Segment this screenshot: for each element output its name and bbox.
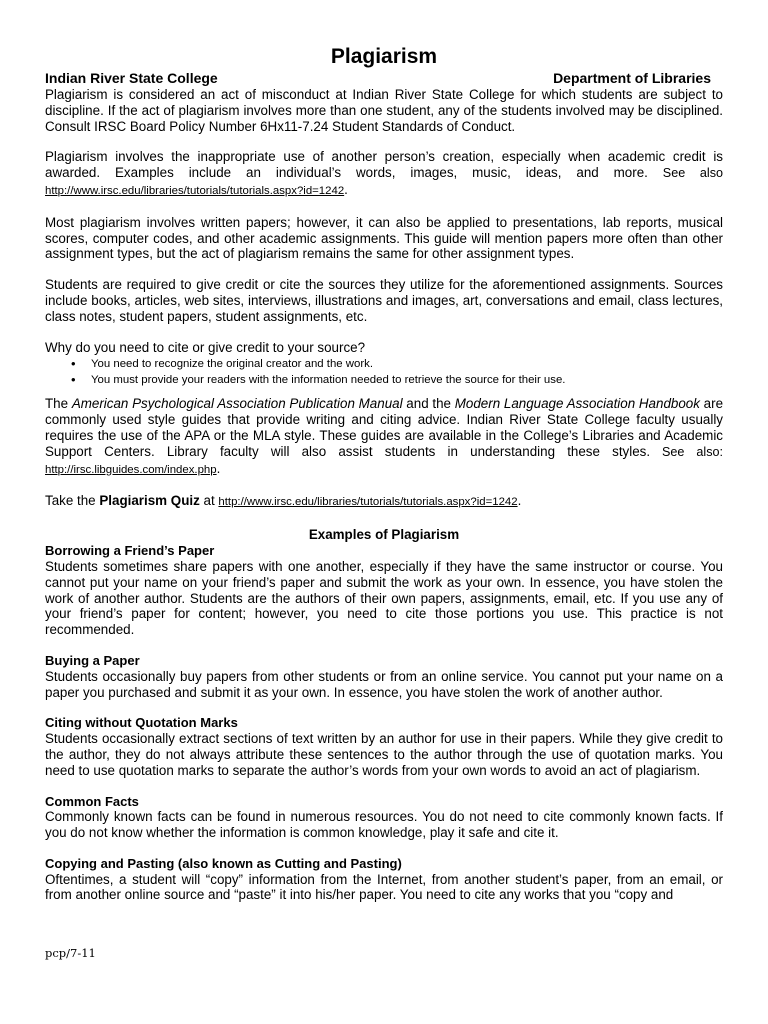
- example-text: Students occasionally extract sections of text written by an author for use in their papers. While they give credit to the author, they do not always attribute these sentences to the author through the use of quotation marks. You need to use quotation marks to separate the author’s words from your own words to avoid an act of plagiarism.: [45, 731, 723, 778]
- tutorial-link[interactable]: http://www.irsc.edu/libraries/tutorials/tutorials.aspx?id=1242: [45, 184, 345, 197]
- see-also-label: See also: [662, 166, 723, 181]
- quiz-link[interactable]: http://www.irsc.edu/libraries/tutorials/tutorials.aspx?id=1242: [218, 496, 518, 509]
- header-row: [45, 70, 723, 87]
- example-heading: Copying and Pasting (also known as Cutting and Pasting): [45, 855, 402, 871]
- quiz-line: [45, 493, 723, 511]
- example-borrowing: [45, 543, 723, 638]
- text-span: at: [199, 493, 219, 509]
- paragraph-style-guides: [45, 396, 723, 478]
- example-heading: Citing without Quotation Marks: [45, 715, 238, 731]
- example-common-facts: [45, 794, 723, 841]
- list-item: • You need to recognize the original creator and the work.: [91, 356, 723, 372]
- document-page: [45, 44, 723, 903]
- footer-code: pcp/7-11: [45, 946, 96, 960]
- paragraph-definition: [45, 149, 723, 199]
- list-item: • You must provide your readers with the information needed to retrieve the source for their use.: [91, 372, 723, 388]
- page-title: Plagiarism: [330, 45, 438, 68]
- period: .: [344, 181, 348, 197]
- example-heading: Borrowing a Friend’s Paper: [45, 543, 215, 559]
- college-name: Indian River State College: [45, 70, 218, 86]
- example-heading: Common Facts: [45, 793, 139, 809]
- paragraph-written-papers: Most plagiarism involves written papers; however, it can also be applied to presentations, lab reports, musical scores, computer codes, and other academic assignments. This guide will mention papers more often than other assignment types, but the act of plagiarism remains the same for other assignment types.: [45, 214, 723, 262]
- example-heading: Buying a Paper: [45, 652, 140, 668]
- example-quotation: [45, 715, 723, 778]
- text-span: and the: [402, 396, 455, 412]
- examples-heading: Examples of Plagiarism: [308, 527, 460, 543]
- why-cite-list: [45, 356, 723, 388]
- libguides-link[interactable]: http://irsc.libguides.com/index.php: [45, 463, 217, 476]
- example-text: Students sometimes share papers with one another, especially if they have the same instructor or course. You cannot put your name on your friend’s paper and submit the work as your own. In essence, you have stolen the work of another author. Students are the authors of their own papers, assignments, email, etc. If you use any of your friend’s paper for content; however, you need to cite those portions you use. This practice is not recommended.: [45, 558, 723, 638]
- text-span: Take the: [45, 493, 100, 509]
- example-buying: [45, 653, 723, 700]
- paragraph-sources: Students are required to give credit or cite the sources they utilize for the aforementioned assignments. Sources include books, articles, web sites, interviews, illustrations and images, art, conversations and email, class lectures, class notes, student papers, student assignments, etc.: [45, 277, 723, 324]
- see-also-label: See also:: [650, 444, 723, 459]
- text-span: The: [45, 396, 72, 412]
- example-text: Students occasionally buy papers from other students or from an online service. You cannot put your name on a paper you purchased and submit it as your own. In essence, you have stolen the work of another author.: [45, 668, 723, 700]
- example-text: Oftentimes, a student will “copy” information from the Internet, from another student’s paper, from an email, or from another online source and “paste” it into his/her paper. You need to cite any works that you “copy and: [45, 871, 723, 903]
- why-cite-question: Why do you need to cite or give credit to your source?: [45, 339, 366, 355]
- apa-manual-title: American Psychological Association Publication Manual: [71, 396, 403, 412]
- definition-text: Plagiarism involves the inappropriate use of another person’s creation, especially when academic credit is awarded. Examples include an individual’s words, images, music, ideas, and more.: [45, 149, 723, 181]
- paragraph-misconduct: Plagiarism is considered an act of misconduct at Indian River State College for which students are subject to discipline. If the act of plagiarism involves more than one student, any of the students involved may be disciplined. Consult IRSC Board Policy Number 6Hx11-7.24 Student Standards of Conduct.: [45, 87, 723, 134]
- period: .: [517, 493, 522, 509]
- department-name: Department of Libraries: [553, 70, 711, 86]
- text-span: are commonly used style guides that provide writing and citing advice. Indian River State College faculty usually requires the use of the APA or the MLA style. These guides are available in the College’s Libraries and Academic Support Centers. Library faculty will also assist students in understanding these styles.: [45, 396, 724, 459]
- period: .: [216, 460, 221, 476]
- mla-handbook-title: Modern Language Association Handbook: [454, 396, 700, 412]
- example-text: Commonly known facts can be found in numerous resources. You do not need to cite commonly known facts. If you do not know whether the information is common knowledge, play it safe and cite it.: [45, 809, 723, 841]
- quiz-label: Plagiarism Quiz: [99, 493, 200, 509]
- example-copy-paste: [45, 856, 723, 903]
